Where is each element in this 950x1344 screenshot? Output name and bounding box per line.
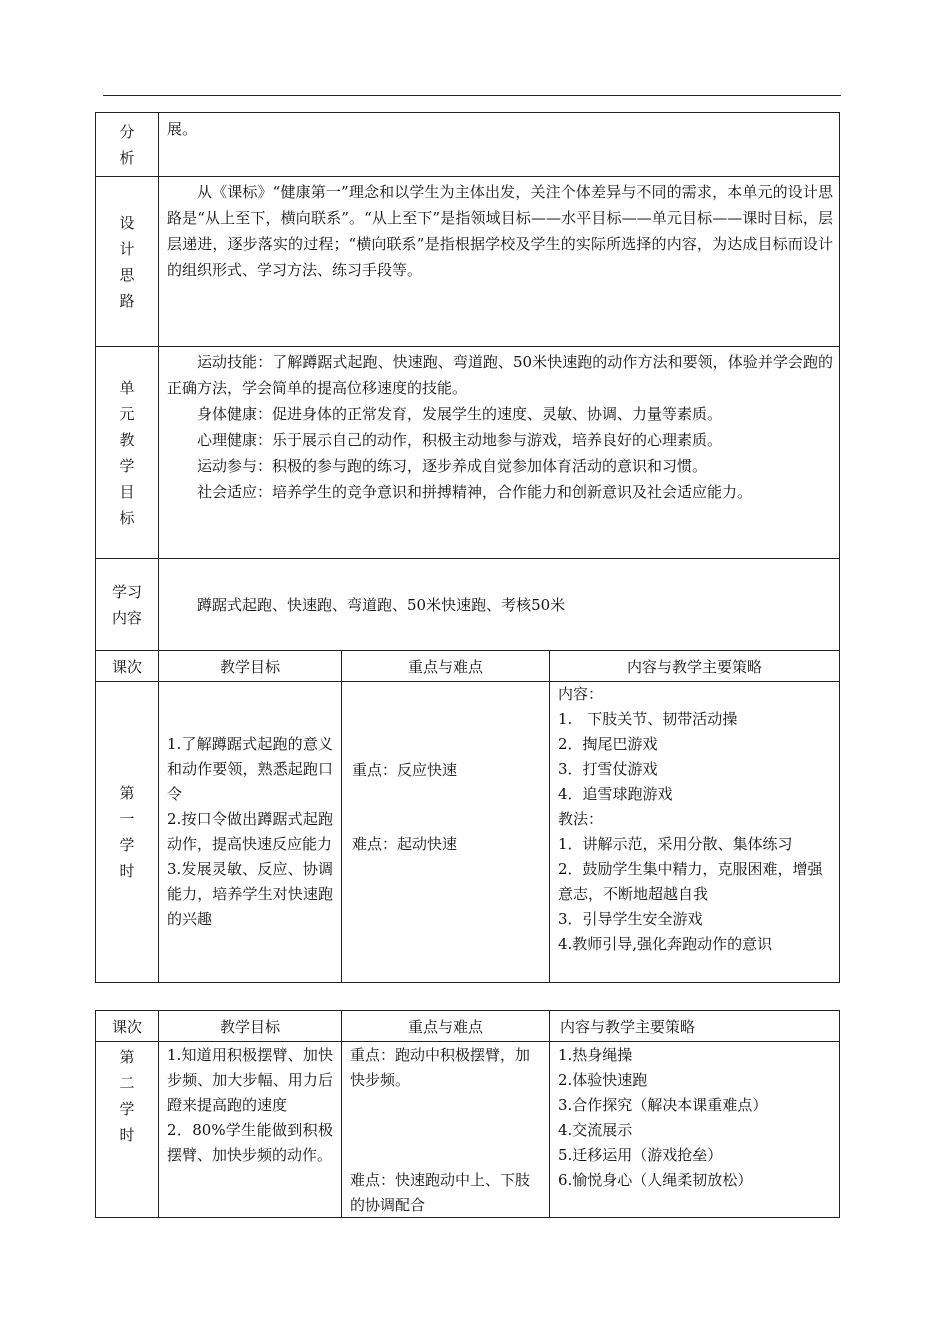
- lesson1-label-text: 第一学时: [119, 784, 135, 880]
- strategy-item: 1. 下肢关节、韧带活动操: [558, 710, 738, 728]
- lesson1-difficulty: 难点：起动快速: [352, 835, 458, 853]
- analysis-text: 展。: [159, 113, 840, 177]
- content-label-line2: 内容: [111, 608, 142, 627]
- header-strategy: 内容与教学主要策略: [550, 1011, 840, 1042]
- lesson2-row: [96, 1042, 840, 1218]
- analysis-label: [96, 113, 159, 177]
- strategy-item: 4．追雪球跑游戏: [558, 785, 673, 803]
- strategy-item: 3．引导学生安全游戏: [558, 910, 703, 928]
- strategy-item: 3.合作探究（解决本课重难点）: [558, 1096, 768, 1114]
- lesson1-objectives: 1.了解蹲踞式起跑的意义和动作要领，熟悉起跑口令 2.按口令做出蹲踞式起跑动作，提高快速反应能力 3.发展灵敏、反应、协调能力，培养学生对快速跑的兴趣: [159, 682, 342, 983]
- table2-header-row: [96, 1011, 840, 1042]
- design-label: [96, 177, 159, 347]
- lesson2-objectives: 1.知道用积极摆臂、加快步频、加大步幅、用力后蹬来提高跑的速度 2．80%学生能做到积极摆臂、加快步频的动作。: [159, 1042, 342, 1218]
- content-text: 蹲踞式起跑、快速跑、弯道跑、50米快速跑、考核50米: [159, 559, 840, 651]
- header-key-points: 重点与难点: [342, 651, 550, 682]
- goal-item: 运动参与：积极的参与跑的练习，逐步养成自觉参加体育活动的意识和习惯。: [197, 457, 708, 475]
- header-objectives: 教学目标: [159, 1011, 342, 1042]
- goal-item: 社会适应：培养学生的竞争意识和拼搏精神，合作能力和创新意识及社会适应能力。: [197, 483, 753, 501]
- header-key-points: 重点与难点: [342, 1011, 550, 1042]
- strategy-item: 1．讲解示范，采用分散、集体练习: [558, 835, 793, 853]
- design-row: [96, 177, 840, 347]
- lesson2-table: [95, 1010, 840, 1218]
- table-header-row: [96, 651, 840, 682]
- goal-item: 身体健康：促进身体的正常发育，发展学生的速度、灵敏、协调、力量等素质。: [197, 405, 723, 423]
- strategy-item: 2．鼓励学生集中精力，克服困难，增强意志，不断地超越自我: [558, 860, 823, 903]
- lesson1-row: [96, 682, 840, 983]
- lesson2-key-points: [342, 1042, 550, 1218]
- goals-label-text: 单元教学目标: [119, 378, 135, 527]
- header-strategy: 内容与教学主要策略: [550, 651, 840, 682]
- lesson1-key-point: 重点：反应快速: [352, 761, 458, 779]
- header-objectives: 教学目标: [159, 651, 342, 682]
- strategy-item: 4.教师引导,强化奔跑动作的意识: [558, 935, 773, 953]
- goal-item: 运动技能：了解蹲踞式起跑、快速跑、弯道跑、50米快速跑的动作方法和要领，体验并学会跑的正确方法，学会简单的提高位移速度的技能。: [167, 353, 834, 397]
- header-lesson: 课次: [96, 651, 159, 682]
- analysis-label-text: 分析: [119, 122, 135, 167]
- strategy-item: 教法：: [558, 810, 604, 828]
- content-row: [96, 559, 840, 651]
- goals-list: [159, 347, 840, 559]
- analysis-row: [96, 113, 840, 177]
- goals-label: [96, 347, 159, 559]
- lesson2-key-point: 重点：跑动中积极摆臂，加快步频。: [350, 1046, 531, 1089]
- strategy-item: 4.交流展示: [558, 1121, 633, 1139]
- lesson1-key-points: [342, 682, 550, 983]
- design-label-text: 设计思路: [119, 213, 135, 310]
- strategy-item: 内容：: [558, 685, 604, 703]
- unit-plan-table: [95, 112, 840, 983]
- content-label: [96, 559, 159, 651]
- goals-row: [96, 347, 840, 559]
- lesson2-label: [96, 1042, 159, 1218]
- content-label-line1: 学习: [111, 582, 142, 601]
- strategy-item: 5.迁移运用（游戏抢垒）: [558, 1146, 723, 1164]
- strategy-item: 6.愉悦身心（人绳柔韧放松）: [558, 1171, 753, 1189]
- lesson2-label-text: 第二学时: [119, 1048, 135, 1144]
- strategy-item: 3．打雪仗游戏: [558, 760, 658, 778]
- lesson1-strategy: [550, 682, 840, 983]
- lesson2-difficulty: 难点：快速跑动中上、下肢的协调配合: [350, 1171, 531, 1214]
- lesson2-strategy: [550, 1042, 840, 1218]
- strategy-item: 2．掏尾巴游戏: [558, 735, 658, 753]
- header-rule: [103, 95, 841, 96]
- goal-item: 心理健康：乐于展示自己的动作，积极主动地参与游戏，培养良好的心理素质。: [197, 431, 723, 449]
- strategy-item: 1.热身绳操: [558, 1046, 633, 1064]
- strategy-item: 2.体验快速跑: [558, 1071, 648, 1089]
- lesson1-label: [96, 682, 159, 983]
- header-lesson: 课次: [96, 1011, 159, 1042]
- design-text: 从《课标》“健康第一”理念和以学生为主体出发，关注个体差异与不同的需求，本单元的设计思路是“从上至下，横向联系”。“从上至下”是指领域目标——水平目标——单元目标——课时目标，层层递进，逐步落实的过程；“横向联系”是指根据学校及学生的实际所选择的内容，为达成目标而设计的组织形式、学习方法、练习手段等。: [159, 177, 840, 347]
